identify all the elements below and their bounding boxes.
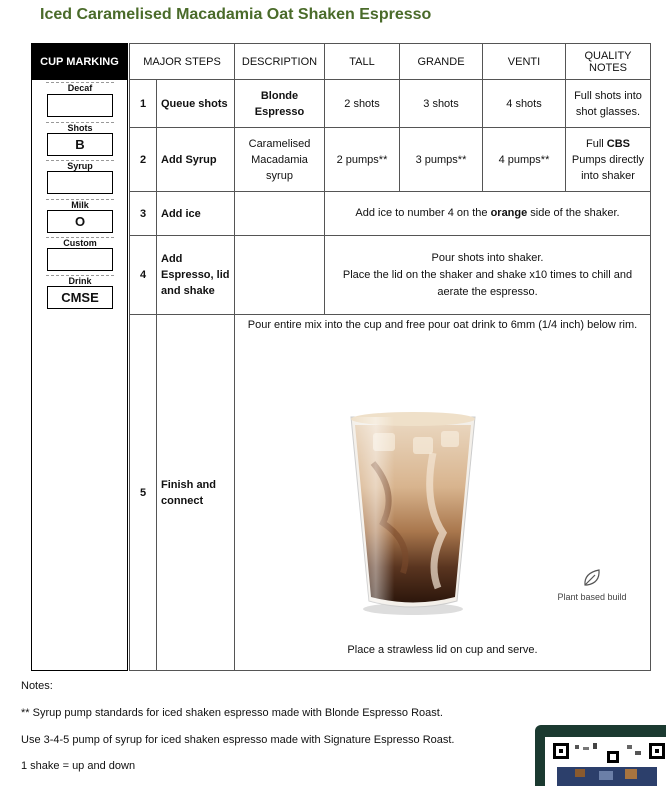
step-name: Queue shots [157,80,235,128]
drink-label: Drink [46,275,114,287]
table-row [130,315,651,671]
shots-label: Shots [46,122,114,134]
quality-note-post: Pumps directly into shaker [571,153,645,182]
qr-code[interactable] [535,725,666,786]
table-row [130,236,651,315]
shots-box: B [47,133,113,156]
instruction-pre: Add ice to number 4 on the [355,207,491,219]
step-name: Add Espresso, lid and shake [157,236,235,315]
step-description-empty [235,192,325,236]
step-name: Add Syrup [157,128,235,192]
header-venti: VENTI [483,44,566,80]
table-row [130,192,651,236]
grande-value: 3 pumps** [400,128,483,192]
step-description: Caramelised Macadamia syrup [235,128,325,192]
drink-box: CMSE [47,286,113,309]
step-number: 2 [130,128,157,192]
pour-instruction: Pour entire mix into the cup and free pour oat drink to 6mm (1/4 inch) below rim. [247,319,638,331]
decaf-label: Decaf [46,82,114,94]
instruction-bold: orange [490,207,528,219]
header-major-steps: MAJOR STEPS [130,44,235,80]
header-description: DESCRIPTION [235,44,325,80]
grande-value: 3 shots [400,80,483,128]
serve-instruction: Place a strawless lid on cup and serve. [347,644,538,656]
table-header-row [130,44,651,80]
custom-label: Custom [46,237,114,249]
quality-note-pre: Full [585,137,607,150]
venti-value: 4 pumps** [483,128,566,192]
step-description-empty [235,236,325,315]
plant-based-badge [557,567,627,603]
quality-note: Full shots into shot glasses. [566,80,651,128]
step-name: Add ice [157,192,235,236]
plant-based-label: Plant based build [557,592,627,602]
table-row [130,80,651,128]
venti-value: 4 shots [483,80,566,128]
quality-note [566,128,651,192]
step-number: 3 [130,192,157,236]
step-description: Blonde Espresso [235,80,325,128]
iced-shaken-espresso-image [343,403,483,618]
tall-value: 2 pumps** [325,128,400,192]
step-number: 1 [130,80,157,128]
cup-marking-panel [31,43,128,671]
cup-marking-header: CUP MARKING [32,44,127,80]
milk-label: Milk [46,199,114,211]
step-instruction [325,192,651,236]
step-number: 4 [130,236,157,315]
instruction-post: side of the shaker. [527,207,620,219]
header-quality-notes: QUALITY NOTES [566,44,651,80]
milk-box: O [47,210,113,233]
tall-value: 2 shots [325,80,400,128]
custom-box [47,248,113,271]
notes-heading: Notes: [21,680,53,692]
steps-table [129,43,651,671]
finish-cell [235,315,651,671]
note-line: 1 shake = up and down [21,760,136,772]
header-tall: TALL [325,44,400,80]
leaf-icon [581,567,603,589]
quality-note-bold: CBS [606,137,630,150]
note-line: ** Syrup pump standards for iced shaken espresso made with Blonde Espresso Roast. [21,707,443,719]
instruction-line-1: Pour shots into shaker. [431,251,544,264]
table-row [130,128,651,192]
qr-code-icon [535,725,666,786]
step-name: Finish and connect [157,315,235,671]
syrup-label: Syrup [46,160,114,172]
header-grande: GRANDE [400,44,483,80]
step-number: 5 [130,315,157,671]
decaf-box [47,94,113,117]
syrup-box [47,171,113,194]
page-title: Iced Caramelised Macadamia Oat Shaken Espresso [40,6,432,23]
instruction-line-2: Place the lid on the shaker and shake x10 times to chill and aerate the espresso. [342,268,633,298]
note-line: Use 3-4-5 pump of syrup for iced shaken espresso made with Signature Espresso Roast. [21,734,455,746]
step-instruction [325,236,651,315]
